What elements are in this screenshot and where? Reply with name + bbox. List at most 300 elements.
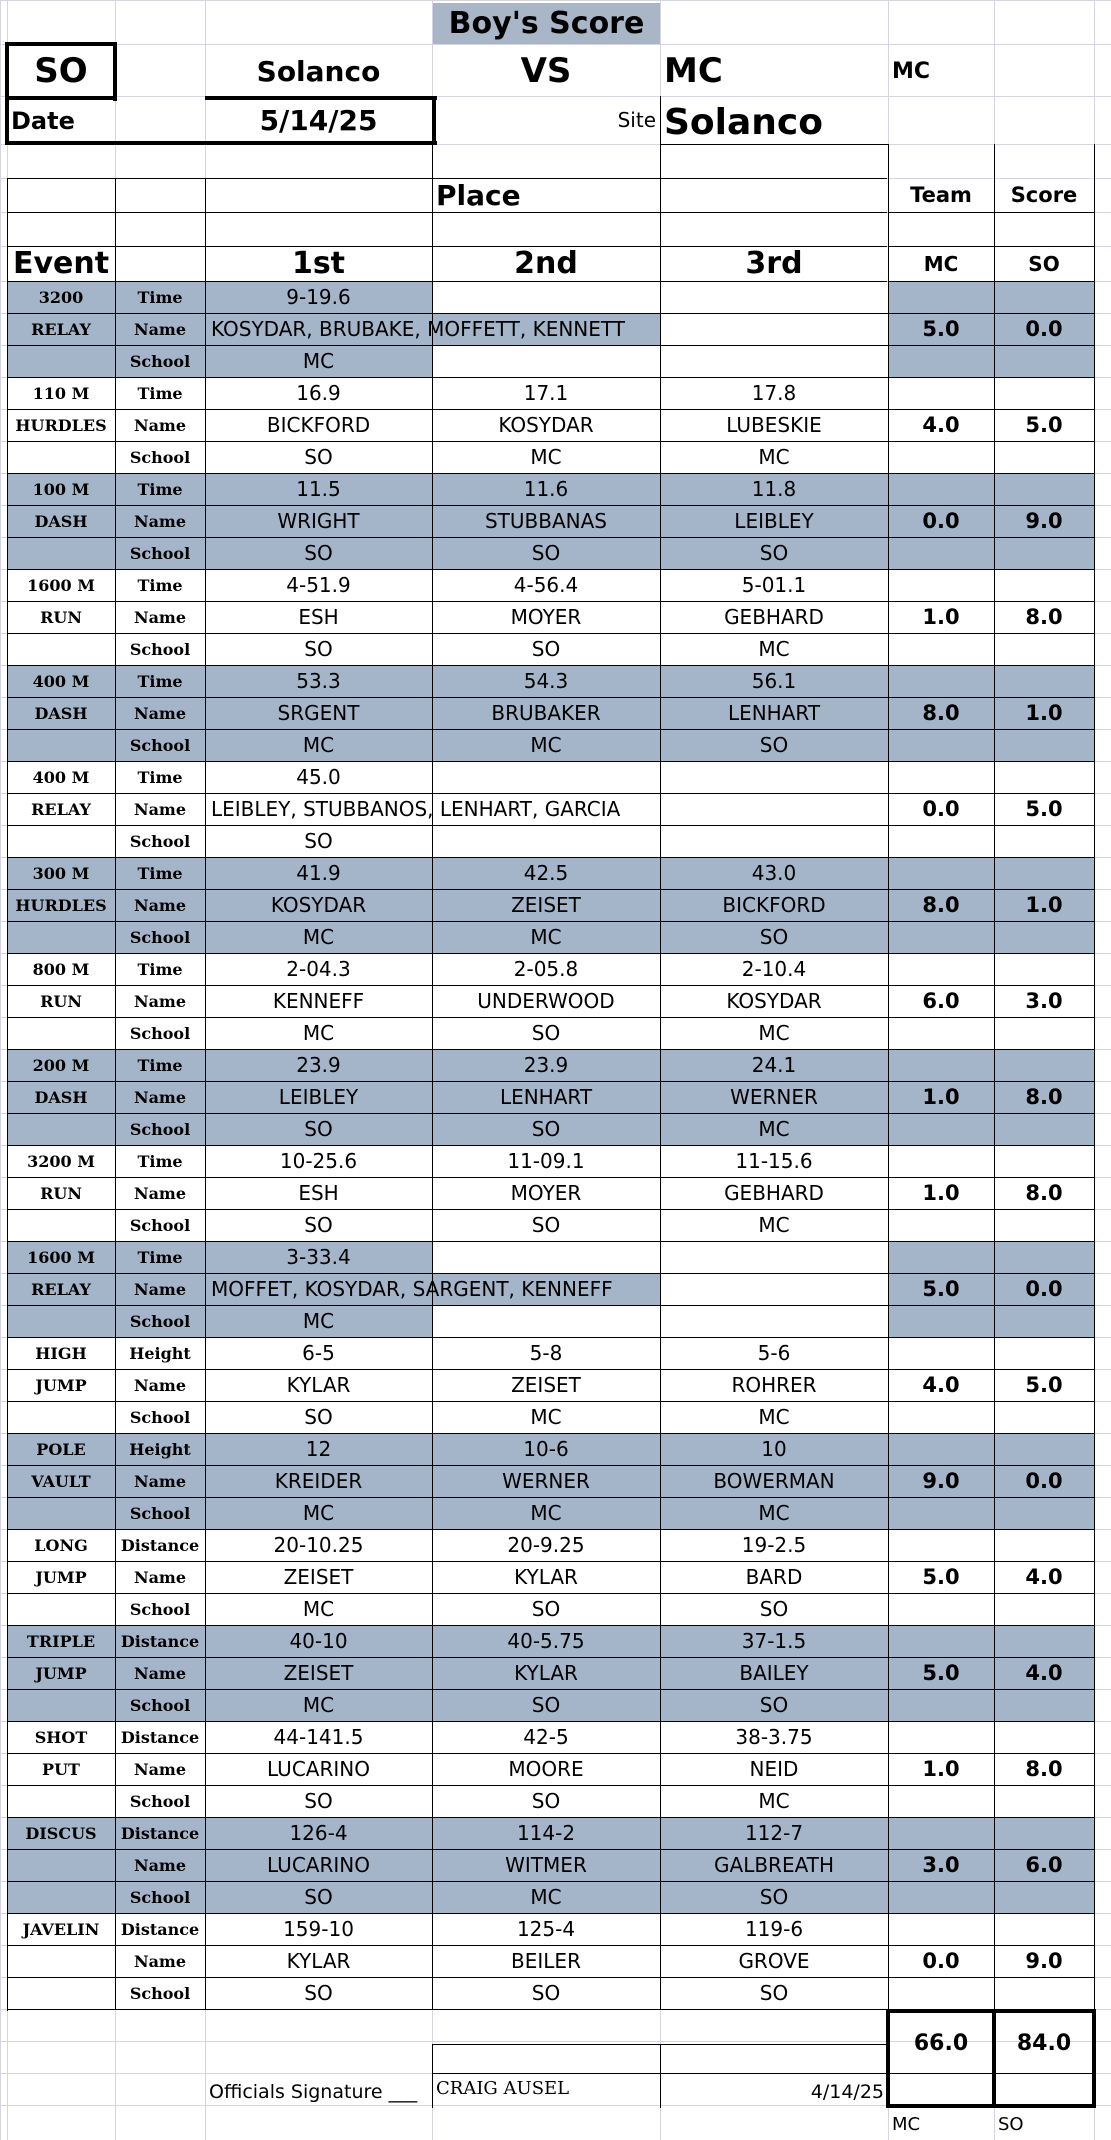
athlete-name: KYLAR: [286, 1949, 351, 1973]
school-cell: MC: [302, 925, 335, 949]
event-label: DISCUS: [25, 1823, 97, 1843]
site-value: Solanco: [664, 101, 823, 143]
mark-cell: 4-51.9: [286, 573, 351, 597]
athlete-name: UNDERWOOD: [477, 989, 615, 1013]
athlete-name: ZEISET: [283, 1661, 354, 1685]
row-label: Distance: [120, 1727, 200, 1747]
school-cell: SO: [304, 1213, 333, 1237]
event-heading: Event: [12, 246, 110, 281]
school-cell: MC: [758, 1501, 790, 1525]
team-points: 4.0: [922, 1373, 960, 1397]
row-label: School: [129, 927, 191, 947]
mark-cell: 40-10: [289, 1629, 348, 1653]
site-label: Site: [617, 108, 656, 132]
team-points: 5.0: [922, 317, 960, 341]
athlete-name: BOWERMAN: [713, 1469, 835, 1493]
score-points: 8.0: [1025, 1757, 1063, 1781]
school-cell: SO: [759, 1693, 789, 1717]
event-label: 3200 M: [27, 1151, 95, 1171]
athlete-name: MOYER: [510, 1181, 582, 1205]
school-cell: SO: [759, 1597, 789, 1621]
mark-cell: 44-141.5: [273, 1725, 364, 1749]
event-label: 200 M: [32, 1055, 90, 1075]
rule: [888, 281, 1094, 282]
team-points: 1.0: [922, 605, 960, 629]
first-heading: 1st: [291, 246, 346, 281]
school-cell: MC: [530, 1501, 562, 1525]
mark-cell: 20-10.25: [273, 1533, 364, 1557]
row-label: Time: [137, 575, 183, 595]
mark-cell: 11.6: [523, 477, 569, 501]
team-points: 3.0: [922, 1853, 960, 1877]
school-cell: MC: [302, 733, 335, 757]
score-points: 5.0: [1025, 413, 1063, 437]
totals-border: [1092, 2009, 1096, 2108]
team-points: 5.0: [922, 1661, 960, 1685]
team-points: 6.0: [922, 989, 960, 1013]
row-label: School: [129, 1503, 191, 1523]
school-cell: SO: [531, 1693, 561, 1717]
athlete-name: BAILEY: [739, 1661, 809, 1685]
row-label: Name: [133, 1855, 187, 1875]
grid-line: [0, 44, 1111, 45]
team2-code-small: MC: [892, 58, 931, 84]
school-cell: MC: [302, 1501, 335, 1525]
team-points: 9.0: [922, 1469, 960, 1493]
relay-team-names: LEIBLEY, STUBBANOS, LENHART, GARCIA: [211, 797, 621, 821]
row-label: Name: [133, 319, 187, 339]
mark-cell: 12: [305, 1437, 332, 1461]
row-label: Time: [137, 1247, 183, 1267]
event-label: LONG: [34, 1535, 88, 1555]
box-border: [113, 42, 117, 101]
mark-cell: 126-4: [289, 1821, 348, 1845]
row-label: Name: [133, 895, 187, 915]
athlete-name: KYLAR: [514, 1661, 578, 1685]
athlete-name: ZEISET: [511, 893, 581, 917]
team-points: 1.0: [922, 1181, 960, 1205]
event-label: 800 M: [32, 959, 90, 979]
mark-cell: 159-10: [283, 1917, 354, 1941]
athlete-name: KENNEFF: [272, 989, 365, 1013]
mark-cell: 38-3.75: [735, 1725, 813, 1749]
event-label: [7, 1849, 115, 1881]
total-team-code: MC: [892, 2113, 921, 2135]
athlete-name: BICKFORD: [266, 413, 371, 437]
event-label: JUMP: [35, 1567, 87, 1587]
totals-border: [886, 2073, 1096, 2074]
row-label: Distance: [120, 1535, 200, 1555]
row-label: Time: [137, 383, 183, 403]
total-team: 66.0: [913, 2030, 969, 2056]
event-label: RUN: [40, 1183, 82, 1203]
athlete-name: LUCARINO: [267, 1757, 370, 1781]
signature-label: Officials Signature ___: [209, 2081, 418, 2103]
total-score: 84.0: [1016, 2030, 1072, 2056]
school-cell: MC: [302, 1597, 335, 1621]
school-cell: MC: [530, 445, 562, 469]
athlete-name: GEBHARD: [724, 1181, 824, 1205]
school-cell: [660, 345, 888, 377]
relay-team-names: MOFFET, KOSYDAR, SARGENT, KENNEFF: [211, 1277, 613, 1301]
mark-cell: 114-2: [516, 1821, 576, 1845]
mark-cell: 43.0: [751, 861, 797, 885]
grid-line: [0, 0, 1111, 1]
team-points: 8.0: [922, 893, 960, 917]
score-points: 4.0: [1025, 1661, 1063, 1685]
team-points: 0.0: [922, 1949, 960, 1973]
athlete-name: WRIGHT: [277, 509, 360, 533]
event-label: RELAY: [31, 319, 91, 339]
athlete-name: KYLAR: [286, 1373, 351, 1397]
row-label: Name: [133, 1087, 187, 1107]
athlete-name: WERNER: [502, 1469, 590, 1493]
athlete-name: BICKFORD: [722, 893, 826, 917]
athlete-name: ZEISET: [283, 1565, 354, 1589]
row-label: School: [129, 1983, 191, 2003]
school-cell: SO: [304, 637, 333, 661]
school-cell: SO: [304, 1117, 333, 1141]
row-label: Time: [137, 1055, 183, 1075]
mark-cell: 3-33.4: [286, 1245, 351, 1269]
team-points: 1.0: [922, 1757, 960, 1781]
row-label: Time: [137, 671, 183, 691]
team2-code: MC: [664, 51, 723, 91]
row-label: School: [129, 1119, 191, 1139]
score-points: 1.0: [1025, 893, 1063, 917]
row-label: Name: [133, 991, 187, 1011]
row-label: School: [129, 1215, 191, 1235]
event-label: JUMP: [35, 1663, 87, 1683]
mark-cell: [660, 281, 888, 313]
athlete-name: GROVE: [738, 1949, 810, 1973]
rule: [1094, 144, 1095, 178]
team-points: 1.0: [922, 1085, 960, 1109]
row-label: Name: [133, 1471, 187, 1491]
third-heading: 3rd: [745, 246, 803, 281]
vs-label: VS: [520, 51, 572, 91]
grid-line: [0, 0, 1, 2140]
event-label: POLE: [36, 1439, 86, 1459]
athlete-name: LUCARINO: [267, 1853, 370, 1877]
box-border: [5, 141, 437, 145]
school-cell: MC: [758, 1789, 790, 1813]
mark-cell: 20-9.25: [507, 1533, 585, 1557]
athlete-name: ESH: [298, 1181, 339, 1205]
row-label: School: [129, 1599, 191, 1619]
row-label: Name: [133, 703, 187, 723]
rule: [7, 2009, 8, 2011]
score-points: 0.0: [1025, 1277, 1063, 1301]
score-heading: Score: [1010, 183, 1078, 207]
event-label: 110 M: [32, 383, 90, 403]
event-label: RUN: [40, 991, 82, 1011]
second-heading: 2nd: [514, 246, 578, 281]
mark-cell: 10-6: [523, 1437, 569, 1461]
event-label: DASH: [34, 1087, 88, 1107]
school-cell: SO: [304, 829, 333, 853]
school-cell: [432, 345, 660, 377]
school-cell: SO: [531, 1213, 561, 1237]
school-cell: SO: [531, 637, 561, 661]
school-cell: SO: [759, 1885, 789, 1909]
row-label: School: [129, 1695, 191, 1715]
school-cell: MC: [758, 1021, 790, 1045]
school-cell: MC: [758, 445, 790, 469]
row-label: School: [129, 735, 191, 755]
date-label: Date: [11, 106, 75, 135]
school-cell: SO: [759, 541, 789, 565]
athlete-name: SRGENT: [277, 701, 360, 725]
school-cell: MC: [302, 1309, 335, 1333]
row-label: Distance: [120, 1823, 200, 1843]
event-label: RELAY: [31, 799, 91, 819]
row-label: Name: [133, 1663, 187, 1683]
school-cell: SO: [759, 925, 789, 949]
row-label: School: [129, 351, 191, 371]
mark-cell: 16.9: [296, 381, 341, 405]
athlete-name: WERNER: [730, 1085, 818, 1109]
mark-cell: 4-56.4: [513, 573, 579, 597]
event-label: 100 M: [32, 479, 90, 499]
row-label: Name: [133, 1279, 187, 1299]
mark-cell: 112-7: [744, 1821, 804, 1845]
school-cell: SO: [531, 1981, 561, 2005]
athlete-name: BRUBAKER: [491, 701, 601, 725]
rule: [1094, 178, 1095, 2009]
athlete-name: NEID: [749, 1757, 799, 1781]
score-points: 8.0: [1025, 605, 1063, 629]
event-label: PUT: [42, 1759, 80, 1779]
event-label: JAVELIN: [22, 1919, 100, 1939]
mark-cell: 9-19.6: [286, 285, 351, 309]
score-points: 4.0: [1025, 1565, 1063, 1589]
event-label: 1600 M: [27, 1247, 95, 1267]
athlete-name: LENHART: [499, 1085, 593, 1109]
place-heading: Place: [436, 178, 521, 212]
school-cell: MC: [530, 1405, 562, 1429]
athlete-name: LENHART: [727, 701, 821, 725]
event-label: [7, 1945, 115, 1977]
school-cell: MC: [758, 637, 790, 661]
athlete-name: LEIBLEY: [734, 509, 814, 533]
mark-cell: 17.1: [523, 381, 569, 405]
event-label: RUN: [40, 607, 82, 627]
signature-date: 4/14/25: [810, 2081, 884, 2103]
row-label: School: [129, 831, 191, 851]
score-points: 5.0: [1025, 797, 1063, 821]
mark-cell: 2-05.8: [513, 957, 579, 981]
athlete-name: GALBREATH: [714, 1853, 834, 1877]
mark-cell: 5-8: [529, 1341, 563, 1365]
date-value: 5/14/25: [259, 104, 378, 137]
row-label: School: [129, 1311, 191, 1331]
school-cell: SO: [531, 1021, 561, 1045]
event-label: DASH: [34, 511, 88, 531]
row-label: Name: [133, 511, 187, 531]
athlete-name: MOORE: [508, 1757, 584, 1781]
school-cell: MC: [530, 925, 562, 949]
row-label: Name: [133, 1375, 187, 1395]
team-points: 0.0: [922, 509, 960, 533]
event-label: HURDLES: [15, 415, 107, 435]
row-label: Name: [133, 607, 187, 627]
event-label: HURDLES: [15, 895, 107, 915]
mark-cell: 11.5: [296, 477, 341, 501]
row-label: School: [129, 543, 191, 563]
rule: [660, 144, 661, 178]
rule: [7, 2009, 1094, 2010]
athlete-name: LEIBLEY: [278, 1085, 359, 1109]
row-label: Name: [133, 1567, 187, 1587]
mark-cell: 11-09.1: [507, 1149, 585, 1173]
mark-cell: 23.9: [296, 1053, 341, 1077]
team-points: 8.0: [922, 701, 960, 725]
rule: [432, 2044, 433, 2108]
athlete-name: KOSYDAR: [270, 893, 367, 917]
rule: [660, 96, 661, 144]
score-code-heading: SO: [1028, 251, 1060, 276]
row-label: School: [129, 1023, 191, 1043]
row-label: Time: [137, 863, 183, 883]
score-points: 8.0: [1025, 1181, 1063, 1205]
school-cell: MC: [758, 1405, 790, 1429]
mark-cell: 119-6: [744, 1917, 804, 1941]
rule: [888, 212, 1094, 213]
row-label: School: [129, 447, 191, 467]
athlete-name: ROHRER: [731, 1373, 817, 1397]
athlete-name: STUBBANAS: [484, 509, 607, 533]
row-label: Name: [133, 1759, 187, 1779]
row-label: Time: [137, 959, 183, 979]
school-cell: SO: [531, 1597, 561, 1621]
team-heading: Team: [910, 183, 972, 207]
event-label: TRIPLE: [26, 1631, 96, 1651]
team-points: 5.0: [922, 1277, 960, 1301]
team-points: 5.0: [922, 1565, 960, 1589]
school-cell: SO: [304, 1405, 333, 1429]
event-label: 400 M: [32, 671, 90, 691]
athlete-name: ZEISET: [511, 1373, 581, 1397]
mark-cell: 37-1.5: [741, 1629, 807, 1653]
athlete-name: KREIDER: [274, 1469, 363, 1493]
athlete-name: KOSYDAR: [498, 413, 594, 437]
athlete-name: GEBHARD: [724, 605, 824, 629]
mark-cell: 19-2.5: [741, 1533, 807, 1557]
row-label: Distance: [120, 1631, 200, 1651]
score-points: 0.0: [1025, 1469, 1063, 1493]
mark-cell: 11.8: [751, 477, 797, 501]
official-signature: CRAIG AUSEL: [436, 2078, 570, 2099]
school-cell: MC: [758, 1213, 790, 1237]
event-label: 3200: [38, 287, 84, 307]
athlete-name: BARD: [745, 1565, 803, 1589]
school-cell: MC: [530, 1885, 562, 1909]
school-cell: SO: [304, 1981, 333, 2005]
school-cell: [432, 1305, 660, 1337]
mark-cell: 40-5.75: [507, 1629, 585, 1653]
total-score-code: SO: [998, 2113, 1024, 2135]
mark-cell: 56.1: [751, 669, 797, 693]
athlete-name: KOSYDAR: [726, 989, 822, 1013]
page-title: Boy's Score: [448, 6, 645, 41]
row-label: Distance: [120, 1919, 200, 1939]
school-cell: SO: [304, 445, 333, 469]
mark-cell: 41.9: [296, 861, 341, 885]
row-label: Name: [133, 1951, 187, 1971]
rule: [432, 144, 433, 178]
mark-cell: 10-25.6: [279, 1149, 358, 1173]
mark-cell: 125-4: [516, 1917, 576, 1941]
school-cell: [660, 1305, 888, 1337]
score-points: 6.0: [1025, 1853, 1063, 1877]
mark-cell: 5-01.1: [741, 573, 807, 597]
school-cell: MC: [302, 1021, 335, 1045]
score-points: 9.0: [1025, 509, 1063, 533]
event-label: JUMP: [35, 1375, 87, 1395]
school-cell: SO: [304, 1885, 333, 1909]
team-points: 0.0: [922, 797, 960, 821]
score-points: 8.0: [1025, 1085, 1063, 1109]
school-cell: MC: [302, 349, 335, 373]
team-code-heading: MC: [923, 251, 959, 276]
school-cell: SO: [304, 1789, 333, 1813]
score-points: 3.0: [1025, 989, 1063, 1013]
rule: [994, 144, 995, 178]
school-cell: SO: [759, 733, 789, 757]
grid-line: [0, 96, 1111, 97]
school-cell: SO: [531, 1117, 561, 1141]
event-label: 300 M: [32, 863, 90, 883]
row-label: Time: [137, 479, 183, 499]
team1-code: SO: [34, 51, 88, 91]
athlete-name: WITMER: [505, 1853, 587, 1877]
athlete-name: MOYER: [510, 605, 582, 629]
row-label: Height: [129, 1439, 191, 1459]
row-label: School: [129, 1887, 191, 1907]
mark-cell: 10: [761, 1437, 787, 1461]
event-label: RELAY: [31, 1279, 91, 1299]
team1-name: Solanco: [256, 54, 381, 88]
mark-cell: 5-6: [757, 1341, 791, 1365]
mark-cell: [660, 1241, 888, 1273]
mark-cell: [660, 761, 888, 793]
team-points: 4.0: [922, 413, 960, 437]
mark-cell: [432, 281, 660, 313]
event-label: HIGH: [35, 1343, 87, 1363]
row-label: School: [129, 1407, 191, 1427]
mark-cell: 6-5: [302, 1341, 335, 1365]
score-points: 1.0: [1025, 701, 1063, 725]
mark-cell: 53.3: [296, 669, 341, 693]
row-label: Time: [137, 1151, 183, 1171]
score-points: 9.0: [1025, 1949, 1063, 1973]
school-cell: SO: [531, 1789, 561, 1813]
mark-cell: 2-04.3: [286, 957, 351, 981]
score-points: 5.0: [1025, 1373, 1063, 1397]
school-cell: SO: [759, 1981, 789, 2005]
mark-cell: 24.1: [751, 1053, 797, 1077]
mark-cell: 42-5: [523, 1725, 569, 1749]
rule: [888, 144, 889, 178]
row-label: Name: [133, 799, 187, 819]
rule: [7, 212, 887, 213]
school-cell: [660, 825, 888, 857]
event-label: VAULT: [31, 1471, 91, 1491]
school-cell: SO: [531, 541, 561, 565]
row-label: Name: [133, 415, 187, 435]
row-label: School: [129, 639, 191, 659]
